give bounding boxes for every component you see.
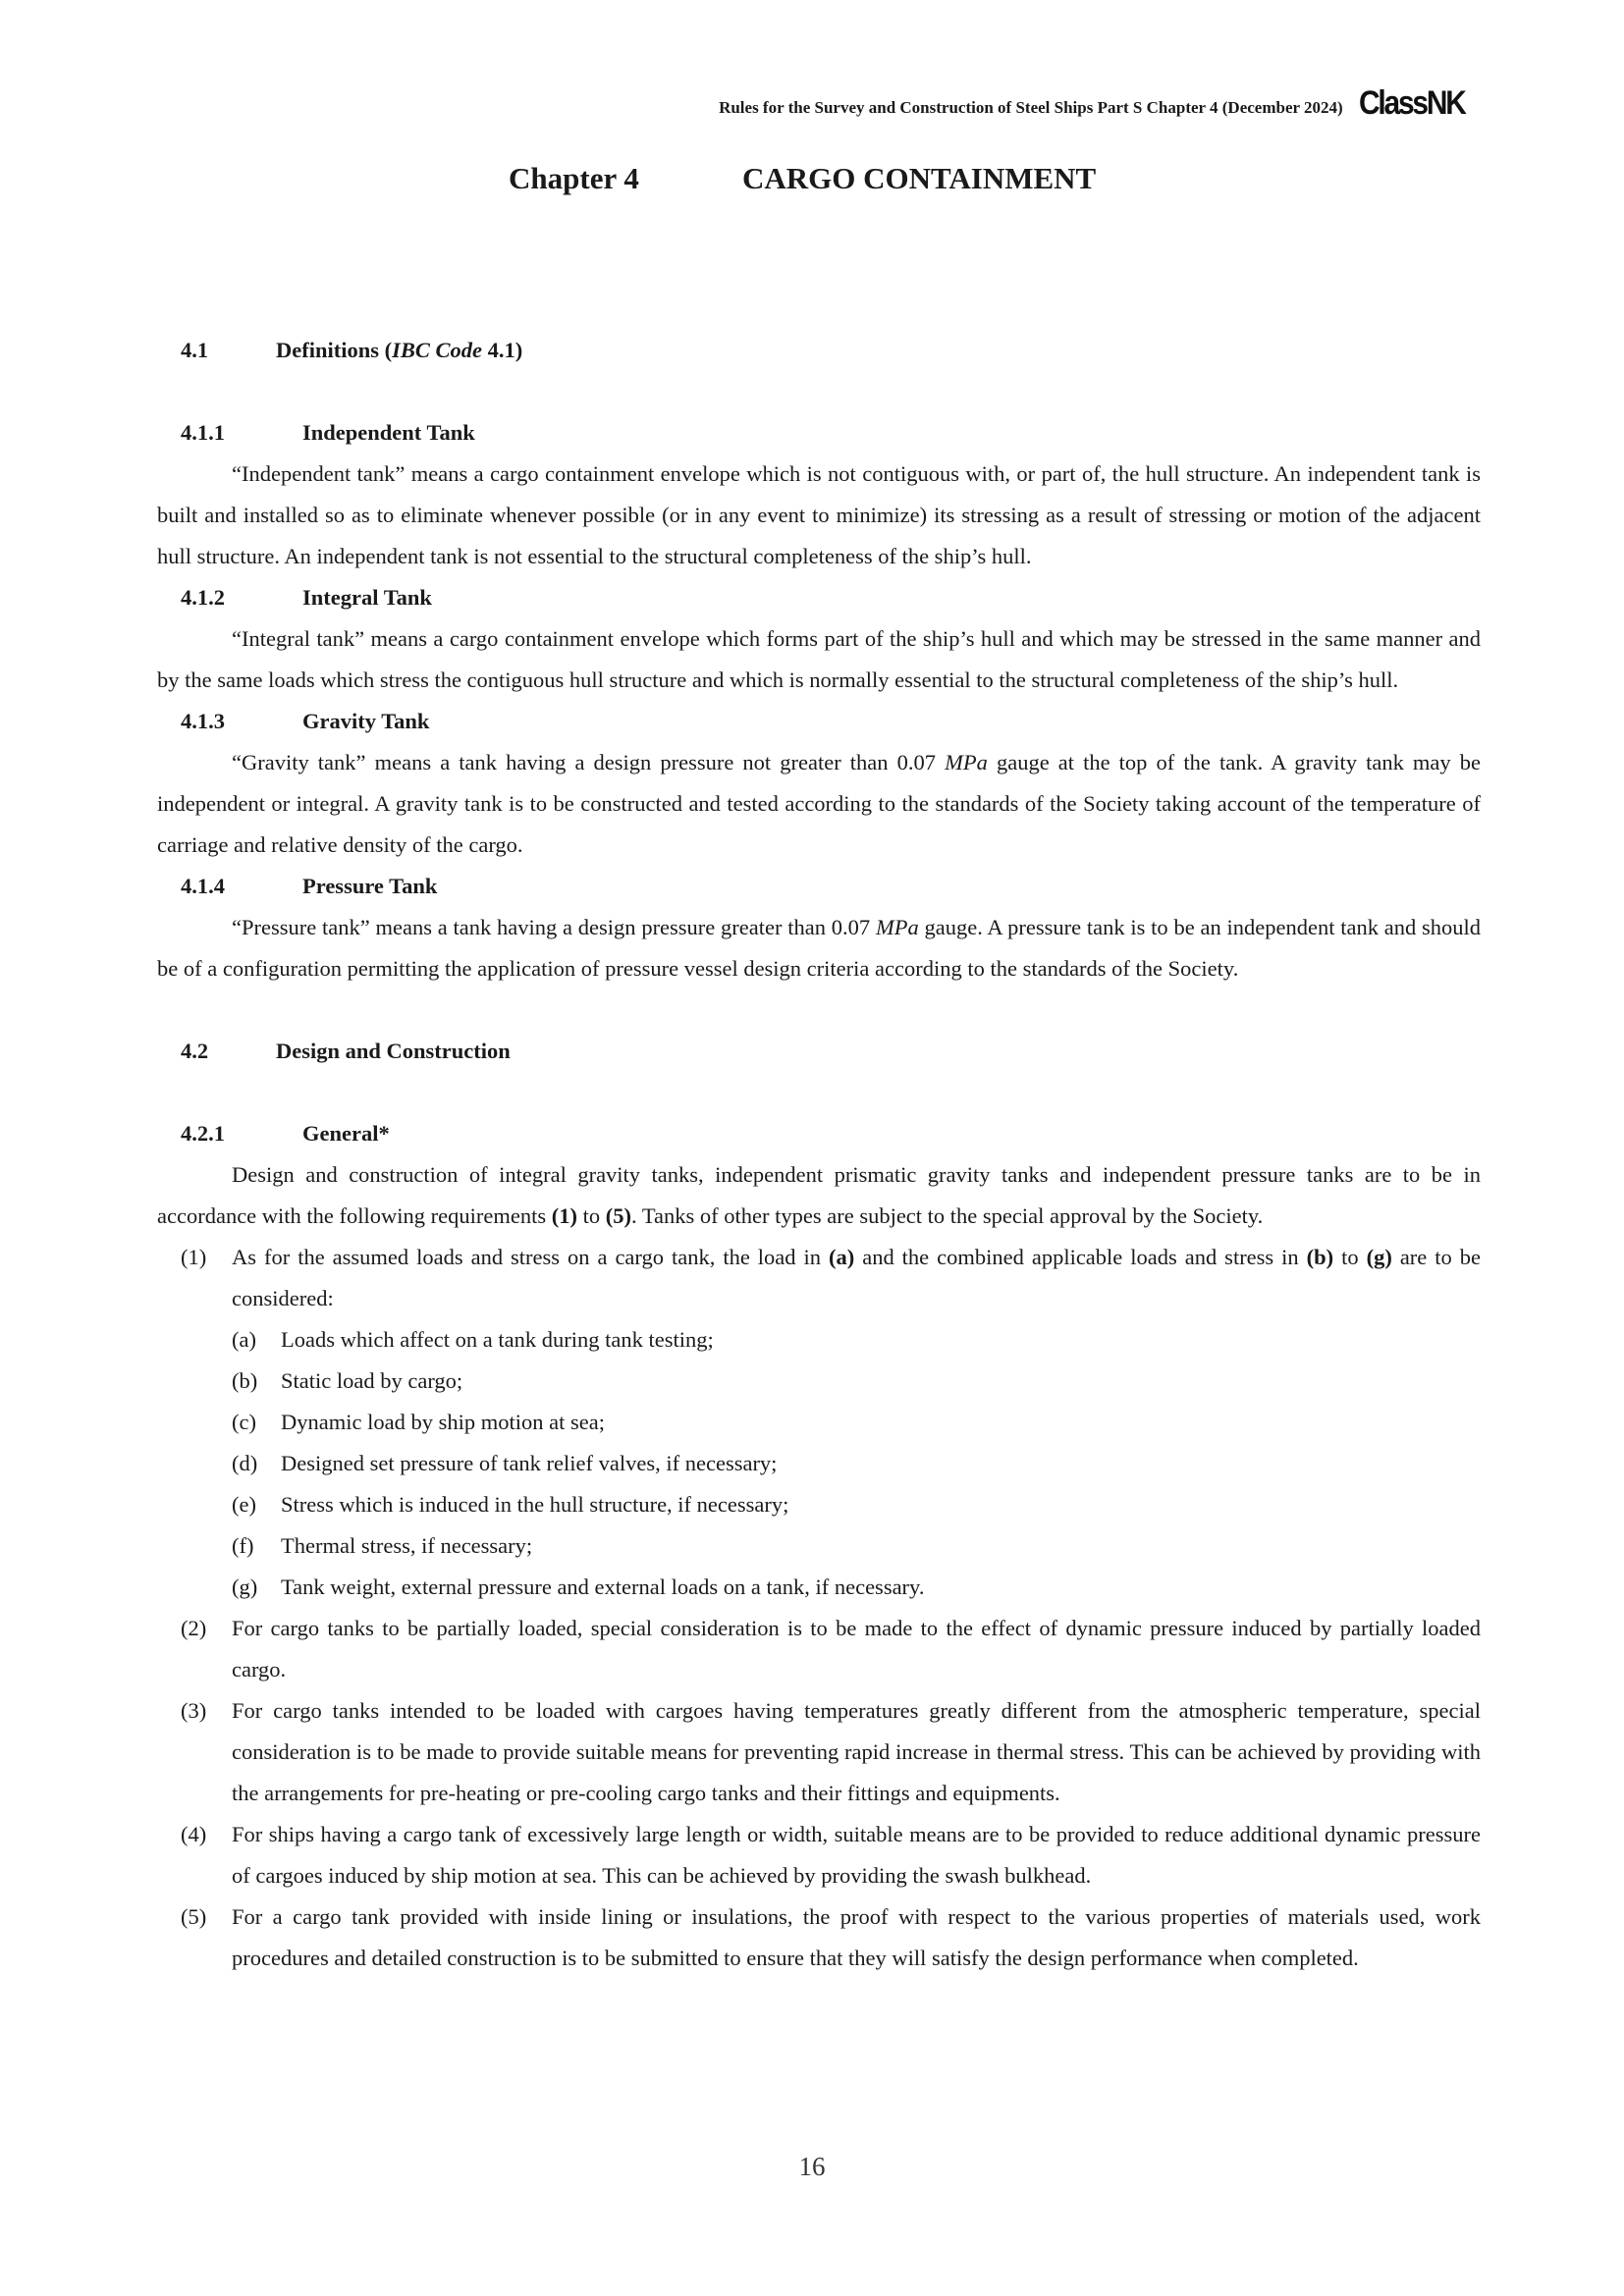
sub-list-item-text: Stress which is induced in the hull structure, if necessary; — [281, 1492, 789, 1517]
list-item-2 — [157, 1608, 1481, 1690]
sub-list-item-label: (d) — [232, 1451, 258, 1475]
sub-list-item-text: Dynamic load by ship motion at sea; — [281, 1410, 605, 1434]
list-item-label: (2) — [181, 1616, 207, 1640]
sub-list-item-label: (f) — [232, 1533, 254, 1558]
list-item-label: (4) — [181, 1822, 207, 1846]
subsection-number: 4.1.4 — [181, 874, 225, 898]
sub-list-item-text: Tank weight, external pressure and external loads on a tank, if necessary. — [281, 1575, 925, 1599]
subsection-title: Pressure Tank — [302, 874, 438, 898]
sub-list-item-label: (a) — [232, 1327, 256, 1352]
list-item-text: For cargo tanks to be partially loaded, special consideration is to be made to the effect of dynamic pressure induced by partially loaded cargo. — [232, 1616, 1481, 1682]
sub-list-item-b — [157, 1361, 1481, 1402]
requirements-list — [157, 1237, 1481, 1979]
subsection-heading-4-1-4 — [157, 866, 1481, 907]
paragraph-pressure-tank: “Pressure tank” means a tank having a design pressure greater than 0.07 MPa gauge. A pressure tank is to be an independent tank and should be of a configuration permitting the application of pressure vessel design criteria according to the standards of the Society. — [157, 915, 1481, 981]
sub-list-item-text: Thermal stress, if necessary; — [281, 1533, 533, 1558]
list-item-3 — [157, 1690, 1481, 1814]
sub-list-item-label: (e) — [232, 1492, 256, 1517]
sub-list-item-g — [157, 1567, 1481, 1608]
subsection-title: Independent Tank — [302, 420, 475, 445]
list-item-5 — [157, 1896, 1481, 1979]
sub-list-item-a — [157, 1319, 1481, 1361]
sub-list-item-f — [157, 1525, 1481, 1567]
sub-list-item-label: (g) — [232, 1575, 258, 1599]
section-heading-4-1 — [157, 330, 1481, 371]
list-item-text: For a cargo tank provided with inside lining or insulations, the proof with respect to the various properties of materials used, work procedures and detailed construction is to be submitted to ensure that they will satisfy the design performance when completed. — [232, 1904, 1481, 1970]
sub-list-item-e — [157, 1484, 1481, 1525]
chapter-number: Chapter 4 — [509, 161, 639, 195]
list-item-label: (1) — [181, 1245, 207, 1269]
subsection-number: 4.1.2 — [181, 585, 225, 610]
subsection-title: Gravity Tank — [302, 709, 430, 733]
paragraph-gravity-tank: “Gravity tank” means a tank having a design pressure not greater than 0.07 MPa gauge at the top of the tank. A gravity tank may be independent or integral. A gravity tank is to be constructed and tested according to the standards of the Society taking account of the temperature of carriage and relative density of the cargo. — [157, 750, 1481, 857]
subsection-number: 4.1.3 — [181, 709, 225, 733]
subsection-heading-4-1-3 — [157, 701, 1481, 742]
sub-list-item-d — [157, 1443, 1481, 1484]
list-item-label: (5) — [181, 1904, 207, 1929]
subsection-number: 4.2.1 — [181, 1121, 225, 1146]
running-title: Rules for the Survey and Construction of Steel Ships Part S Chapter 4 (December 2024) — [719, 97, 1343, 117]
section-title: Design and Construction — [276, 1039, 511, 1063]
list-item-4 — [157, 1814, 1481, 1896]
sub-list-item-text: Static load by cargo; — [281, 1368, 463, 1393]
page-number: 16 — [798, 2152, 826, 2181]
list-item-text: As for the assumed loads and stress on a cargo tank, the load in (a) and the combined applicable loads and stress in (b) to (g) are to be considered: — [232, 1245, 1481, 1310]
list-item-text: For ships having a cargo tank of excessively large length or width, suitable means are to be provided to reduce additional dynamic pressure of cargoes induced by ship motion at sea. This can be achieved by providing the swash bulkhead. — [232, 1822, 1481, 1888]
section-title: Definitions (IBC Code 4.1) — [276, 338, 523, 362]
subsection-number: 4.1.1 — [181, 420, 225, 445]
sub-list-item-label: (b) — [232, 1368, 258, 1393]
paragraph-integral-tank: “Integral tank” means a cargo containment envelope which forms part of the ship’s hull and which may be stressed in the same manner and by the same loads which stress the contiguous hull structure and which is normally essential to the structural completeness of the ship’s hull. — [157, 626, 1481, 692]
subsection-title: General* — [302, 1121, 390, 1146]
paragraph-independent-tank: “Independent tank” means a cargo containment envelope which is not contiguous with, or part of, the hull structure. An independent tank is built and installed so as to eliminate whenever possible (or in any event to minimize) its stressing as a result of stressing or motion of the adjacent hull structure. An independent tank is not essential to the structural completeness of the ship’s hull. — [157, 461, 1481, 568]
list-item-text: For cargo tanks intended to be loaded with cargoes having temperatures greatly different from the atmospheric temperature, special consideration is to be made to provide suitable means for preventing rapid increase in thermal stress. This can be achieved by providing with the arrangements for pre-heating or pre-cooling cargo tanks and their fittings and equipments. — [232, 1698, 1481, 1805]
section-number: 4.2 — [181, 1039, 209, 1063]
list-item-1 — [157, 1237, 1481, 1319]
running-header — [300, 84, 1479, 123]
subsection-heading-4-2-1 — [157, 1113, 1481, 1154]
sub-list-item-text: Loads which affect on a tank during tank testing; — [281, 1327, 714, 1352]
chapter-title — [509, 161, 1096, 196]
classnk-logo: ClassNK — [1358, 84, 1465, 122]
section-heading-4-2 — [157, 1031, 1481, 1072]
paragraph-general-intro: Design and construction of integral gravity tanks, independent prismatic gravity tanks and independent pressure tanks are to be in accordance with the following requirements (1) to (5). Tanks of other types are subject to the special approval by the Society. — [157, 1162, 1481, 1228]
chapter-name: CARGO CONTAINMENT — [742, 161, 1097, 195]
list-item-label: (3) — [181, 1698, 207, 1723]
document-body — [157, 330, 1481, 1979]
sub-list-item-text: Designed set pressure of tank relief valves, if necessary; — [281, 1451, 778, 1475]
sub-list-item-label: (c) — [232, 1410, 256, 1434]
subsection-heading-4-1-1 — [157, 412, 1481, 454]
subsection-title: Integral Tank — [302, 585, 432, 610]
sub-list-item-c — [157, 1402, 1481, 1443]
section-number: 4.1 — [181, 338, 209, 362]
subsection-heading-4-1-2 — [157, 577, 1481, 618]
